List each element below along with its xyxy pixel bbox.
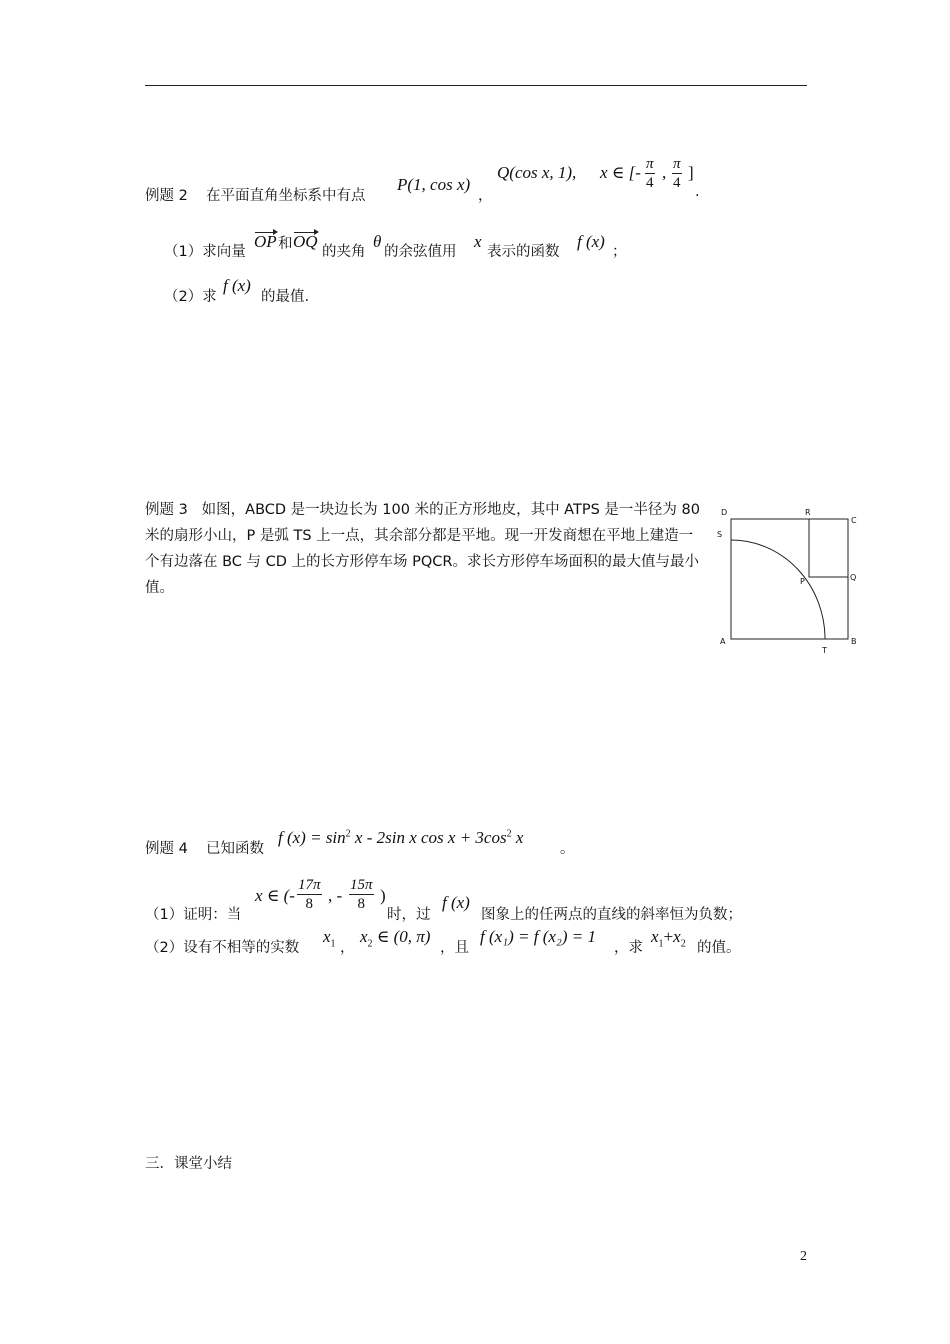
header-rule (145, 85, 807, 86)
vector-op: OP (254, 232, 277, 251)
label-r: R (805, 508, 811, 517)
ex4-q1-prefix: （1）证明：当 (145, 907, 242, 923)
label-d: D (721, 508, 728, 517)
theta: θ (373, 232, 382, 251)
condition: f (x₁) = f (x₂) = 1 (480, 927, 596, 946)
x-in: x ∈ (- (255, 886, 295, 905)
q1-mid: 的夹角 (322, 244, 366, 260)
fraction-pi-over-4-b: $\frac{\pi}{4}$ (673, 156, 681, 191)
ex4-q1-mid: 时，过 (387, 907, 431, 923)
label-b: B (851, 637, 857, 646)
comma: ， (340, 940, 355, 956)
x2-domain: $x_2$ ∈ (0, π) (360, 927, 431, 950)
q1-prefix: （1）求向量 (164, 244, 246, 260)
ex4-q2-prefix: （2）设有不相等的实数 (145, 940, 300, 956)
label-s: S (717, 530, 723, 539)
ex4-q2-end: 的值。 (697, 940, 741, 956)
and-text: 和 (278, 236, 293, 252)
example3-text (145, 497, 705, 601)
q1-mid2: 的余弦值用 (384, 244, 457, 260)
function-definition: f $(x) = \sin^2 x - 2\sin$ x $\cos x + 3\cos^2$ x (278, 828, 524, 847)
ex4-q2-mid2: ，求 (614, 940, 643, 956)
q2-end: 的最值. (261, 289, 310, 305)
point-q: Q(cos x, 1), (497, 163, 577, 182)
rectangle-pqcr (809, 519, 848, 577)
label-p: P (800, 577, 805, 586)
var-x: x (474, 232, 482, 251)
section3-title: 三．课堂小结 (145, 1156, 232, 1172)
domain-x: x ∈ [- (600, 163, 641, 182)
example3-label: 例题 3 (145, 502, 188, 518)
page-number: 2 (800, 1249, 807, 1264)
label-t: T (822, 646, 827, 655)
domain-sep: , (662, 163, 667, 182)
example2-intro: 在平面直角坐标系中有点 (206, 188, 366, 204)
vector-oq: OQ (293, 232, 318, 251)
example4-label: 例题 4 (145, 841, 188, 857)
interval-close: ) (380, 886, 386, 905)
x1: $x_1$ (323, 927, 336, 950)
example4-intro: 已知函数 (206, 841, 264, 857)
fx: f (x) (577, 232, 605, 251)
label-a: A (720, 637, 726, 646)
fraction-17pi-8: $\frac{17\pi}{8}$ (298, 877, 321, 912)
q1-end: ； (612, 244, 627, 260)
interval-sep: , - (328, 886, 343, 905)
fx: f (x) (223, 276, 251, 295)
arc-ts (731, 540, 825, 639)
square-figure (715, 505, 865, 660)
fraction-pi-over-4-a: $\frac{\pi}{4}$ (646, 156, 654, 191)
point-p: P(1, cos x) (397, 175, 471, 194)
q1-mid3: 表示的函数 (487, 244, 560, 260)
label-c: C (851, 516, 857, 525)
label-q: Q (850, 573, 857, 582)
fx: f (x) (442, 893, 470, 912)
square-abcd (731, 519, 848, 639)
ex4-q1-end: 图象上的任两点的直线的斜率恒为负数； (481, 907, 742, 923)
comma: ， (478, 188, 493, 204)
domain-end: ] (688, 163, 694, 182)
sum-x1-x2: $x_1+x_2$ (651, 927, 686, 950)
period: . (695, 184, 700, 200)
fraction-15pi-8: $\frac{15\pi}{8}$ (350, 877, 373, 912)
example3-body: 如图，ABCD 是一块边长为 100 米的正方形地皮，其中 ATPS 是一半径为 80 米的扇形小山，P 是弧 TS 上一点，其余部分都是平地。现一开发商想在平地上建造一个有边落在 BC 与 CD 上的长方形停车场 PQCR。求长方形停车场面积的最大值与最小值。 (145, 502, 700, 596)
example2-label: 例题 2 (145, 188, 188, 204)
example4-period: 。 (560, 841, 575, 857)
ex4-q2-mid: ，且 (440, 940, 469, 956)
q2-prefix: （2）求 (164, 289, 217, 305)
